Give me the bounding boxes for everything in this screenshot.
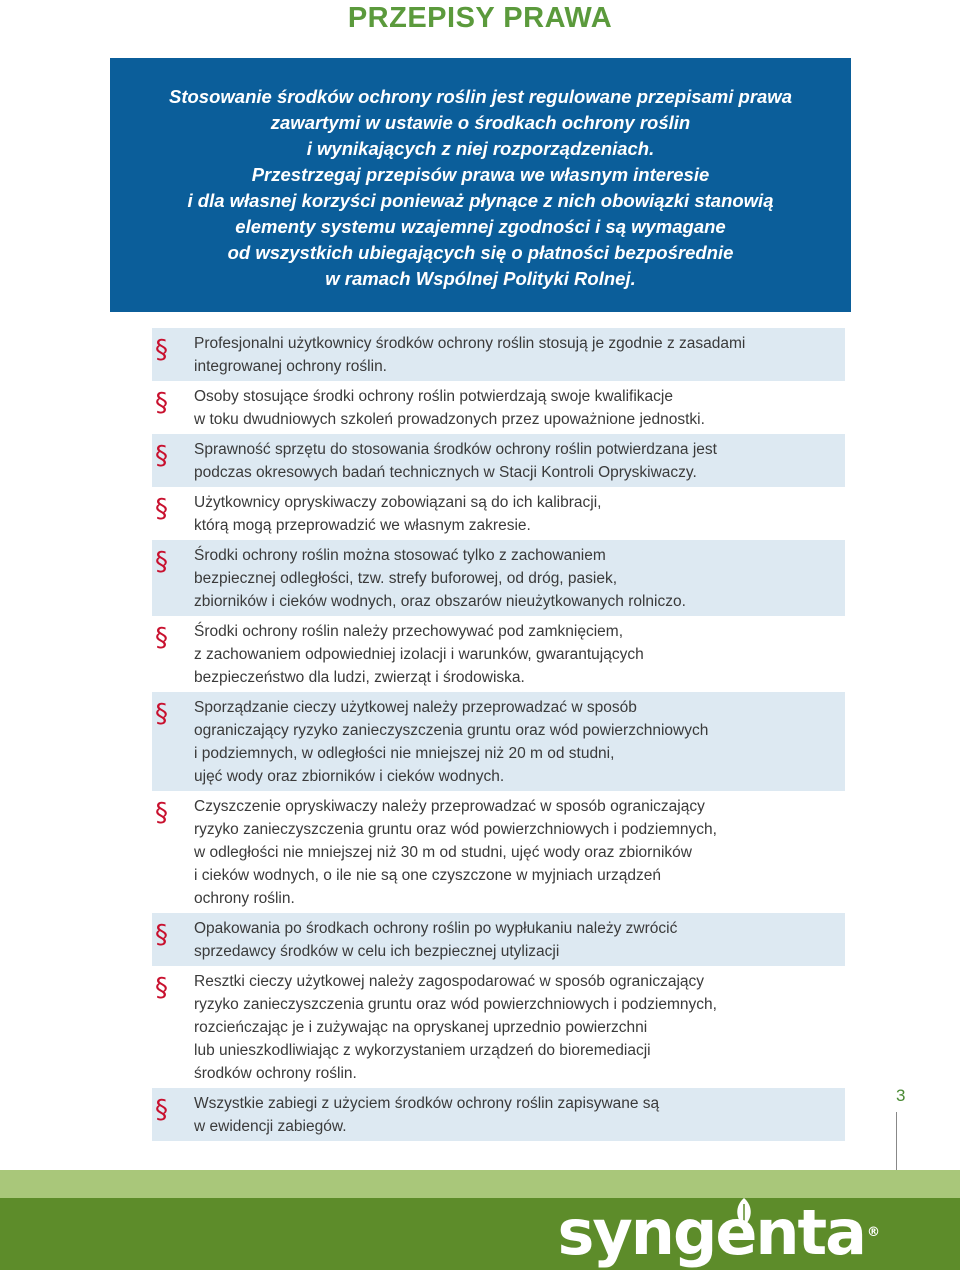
rule-text-line: Opakowania po środkach ochrony roślin po wypłukaniu należy zwrócić [194,920,678,937]
rule-text-line: Środki ochrony roślin należy przechowywać pod zamknięciem, [194,623,624,640]
syngenta-logo [557,1196,880,1269]
rule-item [152,540,845,616]
rule-text-line: w odległości nie mniejszej niż 30 m od studni, ujęć wody oraz zbiorników [194,844,692,861]
paragraph-section-icon: § [155,494,168,524]
logo-text: syngenta [557,1196,865,1269]
intro-line: zawartymi w ustawie o środkach ochrony roślin [270,112,691,133]
rule-text-line: Profesjonalni użytkownicy środków ochrony roślin stosują je zgodnie z zasadami [194,335,746,352]
paragraph-section-icon: § [155,623,168,653]
rule-text-line: podczas okresowych badań technicznych w Stacji Kontroli Opryskiwaczy. [194,464,697,481]
page-title: PRZEPISY PRAWA [347,2,613,34]
rule-item [152,328,845,381]
rule-text-line: bezpiecznej odległości, tzw. strefy buforowej, od dróg, pasiek, [194,570,618,587]
paragraph-section-icon: § [155,1095,168,1125]
rule-text-line: Osoby stosujące środki ochrony roślin potwierdzają swoje kwalifikacje [194,388,673,405]
intro-box [110,58,851,312]
paragraph-section-icon: § [155,973,168,1003]
paragraph-section-icon: § [155,547,168,577]
rule-text-line: Sporządzanie cieczy użytkowej należy przeprowadzać w sposób [194,699,637,716]
rule-text-line: ograniczający ryzyko zanieczyszczenia gruntu oraz wód powierzchniowych [194,722,709,739]
rules-list [152,328,845,1141]
page-number-divider [896,1112,897,1170]
rule-item [152,381,845,434]
rule-text-line: zbiorników i cieków wodnych, oraz obszarów nieużytkowanych rolniczo. [194,593,686,610]
rule-item [152,616,845,692]
rule-text-line: ochrony roślin. [194,890,295,907]
intro-line: Przestrzegaj przepisów prawa we własnym interesie [251,164,710,185]
rule-text-line: ujęć wody oraz zbiorników i cieków wodnych. [194,768,505,785]
rule-text-line: i podziemnych, w odległości nie mniejszej niż 20 m od studni, [194,745,615,762]
rule-item [152,487,845,540]
paragraph-section-icon: § [155,388,168,418]
page-number: 3 [896,1086,906,1105]
rule-text-line: i cieków wodnych, o ile nie są one czyszczone w myjniach urządzeń [194,867,661,884]
rule-text-line: lub unieszkodliwiając z wykorzystaniem urządzeń do bioremediacji [194,1042,651,1059]
paragraph-section-icon: § [155,920,168,950]
intro-line: Stosowanie środków ochrony roślin jest regulowane przepisami prawa [169,86,792,107]
rule-text-line: z zachowaniem odpowiedniej izolacji i warunków, gwarantujących [194,646,644,663]
intro-line: w ramach Wspólnej Polityki Rolnej. [325,268,636,289]
rule-item [152,692,845,791]
paragraph-section-icon: § [155,441,168,471]
rule-text-line: którą mogą przeprowadzić we własnym zakresie. [194,517,531,534]
rule-text-line: Czyszczenie opryskiwaczy należy przeprowadzać w sposób ograniczający [194,798,705,815]
rule-text-line: środków ochrony roślin. [194,1065,357,1082]
rule-text-line: rozcieńczając je i zużywając na opryskanej uprzednio powierzchni [194,1019,648,1036]
rule-item [152,434,845,487]
rule-text-line: Użytkownicy opryskiwaczy zobowiązani są do ich kalibracji, [194,494,602,511]
paragraph-section-icon: § [155,798,168,828]
rule-text-line: ryzyko zanieczyszczenia gruntu oraz wód powierzchniowych i podziemnych, [194,821,717,838]
registered-mark: ® [867,1225,880,1240]
rule-text-line: Resztki cieczy użytkowej należy zagospodarować w sposób ograniczający [194,973,705,990]
rule-item [152,1088,845,1141]
intro-line: od wszystkich ubiegających się o płatności bezpośrednie [227,242,734,263]
rule-item [152,791,845,913]
paragraph-section-icon: § [155,699,168,729]
intro-line: elementy systemu wzajemnej zgodności i są wymagane [235,216,726,237]
rule-text-line: Środki ochrony roślin można stosować tylko z zachowaniem [194,547,606,564]
rule-text-line: ryzyko zanieczyszczenia gruntu oraz wód powierzchniowych i podziemnych, [194,996,717,1013]
paragraph-section-icon: § [155,335,168,365]
rule-text-line: Sprawność sprzętu do stosowania środków ochrony roślin potwierdzana jest [194,441,717,458]
intro-line: i dla własnej korzyści ponieważ płynące z nich obowiązki stanowią [187,190,774,211]
rule-item [152,913,845,966]
rule-text-line: w toku dwudniowych szkoleń prowadzonych przez upoważnione jednostki. [194,411,705,428]
rule-text-line: w ewidencji zabiegów. [194,1118,347,1135]
intro-line: i wynikających z niej rozporządzeniach. [306,138,655,159]
rule-text-line: sprzedawcy środków w celu ich bezpiecznej utylizacji [194,943,560,960]
rule-item [152,966,845,1088]
rule-text-line: Wszystkie zabiegi z użyciem środków ochrony roślin zapisywane są [194,1095,660,1112]
rule-text-line: bezpieczeństwo dla ludzi, zwierząt i środowiska. [194,669,525,686]
rule-text-line: integrowanej ochrony roślin. [194,358,387,375]
